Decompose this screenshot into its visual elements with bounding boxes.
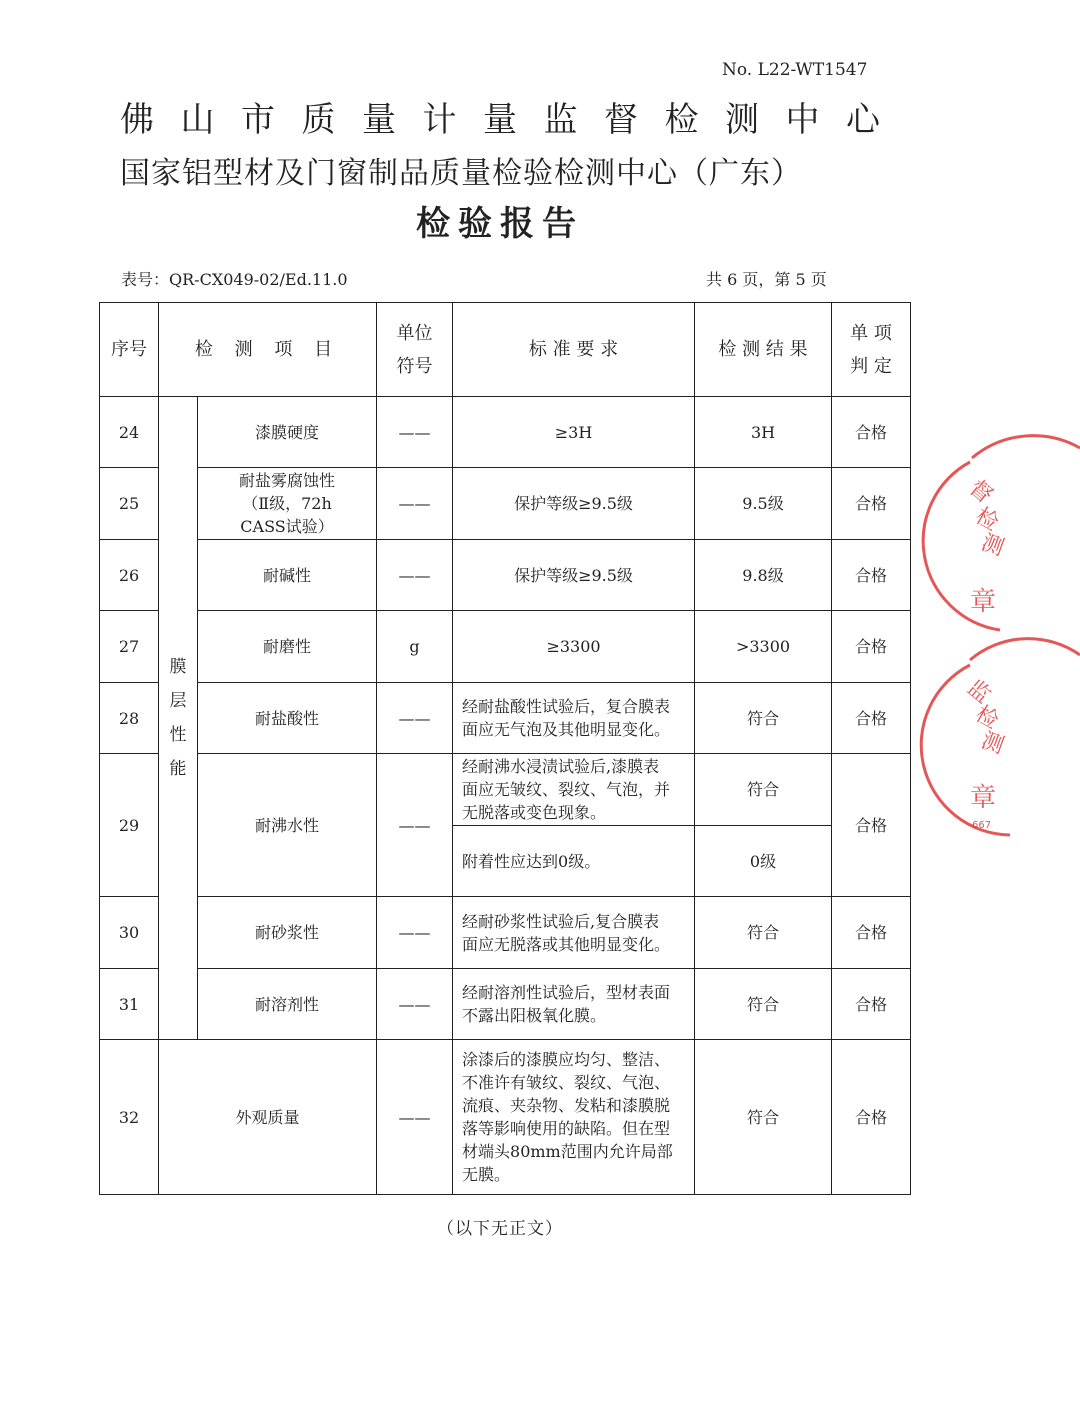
page-info: 共 6 页，第 5 页 bbox=[706, 270, 827, 289]
title-char: 检 bbox=[664, 100, 699, 140]
header-unit-line2: 符号 bbox=[396, 355, 433, 377]
title-char: 质 bbox=[301, 100, 336, 140]
svg-text:测: 测 bbox=[977, 530, 1008, 562]
row-standard bbox=[453, 897, 695, 969]
row-standard-line: 面应无脱落或其他明显变化。 bbox=[462, 934, 671, 954]
row-verdict: 合格 bbox=[832, 397, 911, 468]
row-seq: 25 bbox=[100, 468, 159, 540]
header-seq: 序号 bbox=[100, 303, 159, 397]
row-item: 耐砂浆性 bbox=[198, 897, 377, 969]
header-verdict bbox=[832, 303, 911, 397]
svg-text:测: 测 bbox=[977, 728, 1008, 760]
row-seq: 28 bbox=[100, 683, 159, 754]
row-seq: 29 bbox=[100, 754, 159, 897]
row-seq: 32 bbox=[100, 1040, 159, 1195]
title-char: 中 bbox=[785, 100, 820, 140]
title-char: 市 bbox=[241, 100, 275, 140]
center-title: 国家铝型材及门窗制品质量检验检测中心（广东） bbox=[120, 156, 802, 191]
row-standard-line: 面应无气泡及其他明显变化。 bbox=[462, 720, 671, 739]
row-standard: ≥3300 bbox=[453, 611, 695, 683]
header-verdict-line2: 判 定 bbox=[850, 355, 892, 377]
row-standard-line: 不准许有皱纹、裂纹、气泡、 bbox=[462, 1073, 671, 1092]
row-unit: —— bbox=[377, 754, 453, 897]
table-row bbox=[100, 540, 911, 611]
row-item: 外观质量 bbox=[159, 1040, 377, 1195]
group-label-char: 膜 bbox=[169, 657, 187, 677]
svg-text:667: 667 bbox=[972, 820, 992, 831]
row-standard-line: 经耐溶剂性试验后，型材表面 bbox=[462, 983, 671, 1002]
title-char: 测 bbox=[725, 100, 759, 140]
row-standard bbox=[453, 754, 695, 826]
row-result: 符合 bbox=[695, 754, 832, 826]
row-result: 符合 bbox=[695, 683, 832, 754]
row-seq: 27 bbox=[100, 611, 159, 683]
header-unit bbox=[377, 303, 453, 397]
header-standard: 标 准 要 求 bbox=[453, 303, 695, 397]
row-standard: 保护等级≥9.5级 bbox=[453, 540, 695, 611]
title-char: 计 bbox=[422, 100, 457, 140]
report-title: 检验报告 bbox=[416, 204, 584, 244]
row-seq: 26 bbox=[100, 540, 159, 611]
row-result: >3300 bbox=[695, 611, 832, 683]
row-item: 耐盐酸性 bbox=[198, 683, 377, 754]
row-item: 漆膜硬度 bbox=[198, 397, 377, 468]
row-unit: —— bbox=[377, 683, 453, 754]
row-item: 耐溶剂性 bbox=[198, 969, 377, 1040]
row-item: 耐磨性 bbox=[198, 611, 377, 683]
form-number: 表号：QR-CX049-02/Ed.11.0 bbox=[121, 270, 348, 289]
row-item: 耐碱性 bbox=[198, 540, 377, 611]
seal-bottom-arc bbox=[970, 639, 1080, 660]
table-header-row bbox=[100, 303, 911, 397]
title-char: 监 bbox=[543, 100, 578, 140]
group-label-char: 层 bbox=[169, 691, 187, 711]
row-standard-line: 流痕、夹杂物、发粘和漆膜脱 bbox=[462, 1096, 671, 1115]
table-row bbox=[100, 754, 911, 826]
row-verdict: 合格 bbox=[832, 969, 911, 1040]
row-standard: 保护等级≥9.5级 bbox=[453, 468, 695, 540]
row-standard bbox=[453, 969, 695, 1040]
row-unit: —— bbox=[377, 540, 453, 611]
table-row bbox=[100, 611, 911, 683]
title-char: 督 bbox=[604, 100, 638, 140]
row-verdict: 合格 bbox=[832, 611, 911, 683]
inspection-table bbox=[99, 302, 911, 1195]
group-label-char: 能 bbox=[169, 759, 187, 779]
header-verdict-line1: 单 项 bbox=[850, 322, 892, 344]
svg-text:检: 检 bbox=[971, 701, 1003, 735]
table-row bbox=[100, 897, 911, 969]
row-result: 9.5级 bbox=[695, 468, 832, 540]
svg-text:督: 督 bbox=[964, 475, 998, 509]
official-seal bbox=[940, 450, 1080, 870]
svg-text:检: 检 bbox=[971, 503, 1003, 537]
row-verdict: 合格 bbox=[832, 754, 911, 897]
header-item: 检 测 项 目 bbox=[159, 303, 377, 397]
row-unit: —— bbox=[377, 397, 453, 468]
row-unit: g bbox=[377, 611, 453, 683]
row-item-line: （Ⅱ级，72h bbox=[242, 494, 332, 513]
header-result: 检 测 结 果 bbox=[695, 303, 832, 397]
row-standard-line: 面应无皱纹、裂纹、气泡，并 bbox=[462, 780, 671, 799]
row-standard-line: 无膜。 bbox=[462, 1165, 511, 1184]
institution-title bbox=[120, 92, 880, 141]
row-standard-line: 落等影响使用的缺陷。但在型 bbox=[462, 1119, 671, 1138]
table-row bbox=[100, 468, 911, 540]
row-standard bbox=[453, 1040, 695, 1195]
row-item bbox=[198, 468, 377, 540]
row-standard-line: 经耐砂浆性试验后,复合膜表 bbox=[462, 911, 660, 931]
header-unit-line1: 单位 bbox=[396, 322, 433, 344]
row-seq: 31 bbox=[100, 969, 159, 1040]
table-row bbox=[100, 1040, 911, 1195]
row-unit: —— bbox=[377, 1040, 453, 1195]
row-standard-line: 材端头80mm范围内允许局部 bbox=[462, 1142, 673, 1161]
report-number: No. L22-WT1547 bbox=[722, 60, 868, 80]
row-item-line: 耐盐雾腐蚀性 bbox=[239, 471, 336, 490]
row-seq: 24 bbox=[100, 397, 159, 468]
title-char: 量 bbox=[362, 100, 396, 140]
svg-text:监: 监 bbox=[962, 675, 996, 709]
row-standard bbox=[453, 683, 695, 754]
row-standard: 附着性应达到0级。 bbox=[453, 826, 695, 897]
row-item: 耐沸水性 bbox=[198, 754, 377, 897]
row-standard-line: 经耐沸水浸渍试验后,漆膜表 bbox=[462, 757, 660, 776]
row-result: 符合 bbox=[695, 969, 832, 1040]
row-result: 符合 bbox=[695, 897, 832, 969]
row-verdict: 合格 bbox=[832, 540, 911, 611]
row-verdict: 合格 bbox=[832, 468, 911, 540]
svg-text:章: 章 bbox=[970, 783, 997, 813]
table-row bbox=[100, 397, 911, 468]
row-verdict: 合格 bbox=[832, 683, 911, 754]
row-standard: ≥3H bbox=[453, 397, 695, 468]
title-char: 佛 bbox=[120, 100, 154, 140]
title-char: 量 bbox=[483, 100, 517, 140]
row-standard-line: 涂漆后的漆膜应均匀、整洁、 bbox=[462, 1050, 671, 1069]
row-result: 符合 bbox=[695, 1040, 832, 1195]
row-result: 3H bbox=[695, 397, 832, 468]
row-standard-line: 不露出阳极氧化膜。 bbox=[462, 1006, 607, 1025]
row-unit: —— bbox=[377, 897, 453, 969]
row-seq: 30 bbox=[100, 897, 159, 969]
group-label bbox=[159, 397, 198, 1040]
row-unit: —— bbox=[377, 969, 453, 1040]
table-row bbox=[100, 683, 911, 754]
row-unit: —— bbox=[377, 468, 453, 540]
table-row bbox=[100, 969, 911, 1040]
row-verdict: 合格 bbox=[832, 897, 911, 969]
row-standard-line: 无脱落或变色现象。 bbox=[462, 803, 607, 822]
svg-text:章: 章 bbox=[970, 587, 997, 617]
row-standard-line: 经耐盐酸性试验后，复合膜表 bbox=[462, 697, 671, 716]
end-of-text-note: （以下无正文） bbox=[437, 1219, 563, 1239]
title-char: 山 bbox=[180, 100, 215, 140]
title-char: 心 bbox=[846, 100, 880, 140]
group-label-char: 性 bbox=[169, 725, 187, 745]
row-item-line: CASS试验） bbox=[240, 517, 334, 536]
row-result: 9.8级 bbox=[695, 540, 832, 611]
row-verdict: 合格 bbox=[832, 1040, 911, 1195]
row-result: 0级 bbox=[695, 826, 832, 897]
seal-top-arc bbox=[972, 436, 1080, 458]
